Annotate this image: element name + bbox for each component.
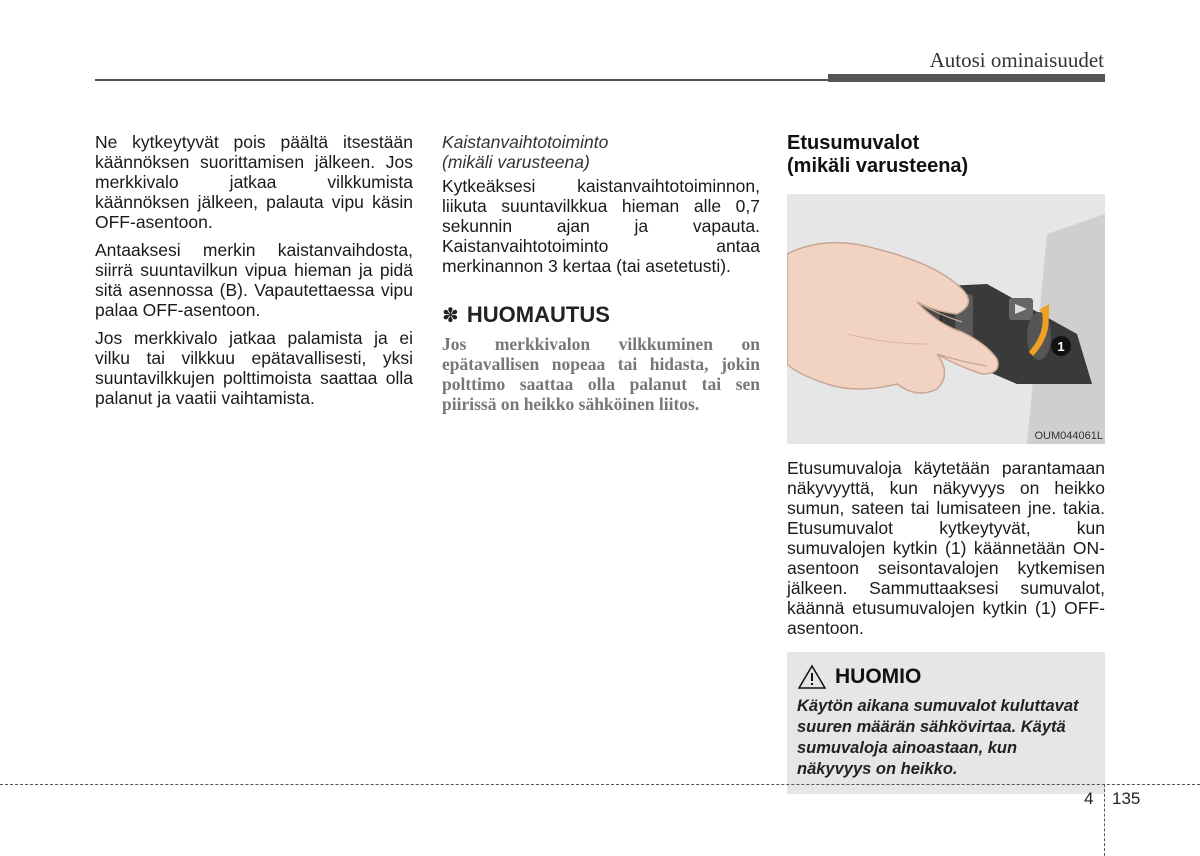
running-header-title: Autosi ominaisuudet <box>929 48 1104 72</box>
figure-marker-1: 1 <box>1057 339 1065 354</box>
fog-lights-title-line1: Etusumuvalot <box>787 132 920 154</box>
paragraph-fog-lights: Etusumuvaloja käytetään parantamaan näkyvyyttä, kun näkyvyys on heikko sumun, sateen tai lumisateen jne. takia. Etusumuvalot kytkeytyvät, kun sumuvalojen kytkin (1) käännetään ON-asentoon seisontavalojen kytkemisen jälkeen. Sammuttaaksesi sumuvalot, käännä etusumuvalojen kytkin (1) OFF-asentoon. <box>787 458 1105 638</box>
column-right <box>787 132 1105 794</box>
fog-lights-title-line2: (mikäli varusteena) <box>787 155 969 177</box>
caution-text: Käytön aikana sumuvalot kuluttavat suuren määrän sähkövirtaa. Käytä sumuvaloja ainoastaan, kun näkyvyys on heikko. <box>797 697 1079 778</box>
note-star-icon: ✽ <box>442 305 459 327</box>
caution-title: HUOMIO <box>835 665 922 688</box>
column-left <box>95 132 413 416</box>
lane-change-subheading <box>442 132 760 172</box>
chapter-number: 4 <box>1084 789 1094 808</box>
hand-on-stalk-illustration <box>787 194 1105 444</box>
footer-dashed-rule <box>0 784 1200 785</box>
paragraph-lane-change-function: Kytkeäksesi kaistanvaihtotoiminnon, liikuta suuntavilkkua hieman alle 0,7 sekunnin ajan ja vapauta. Kaistanvaihtotoiminto antaa merkinannon 3 kertaa (tai asetetusti). <box>442 176 760 276</box>
figure-code: OUM044061L <box>1034 430 1103 442</box>
lane-change-subheading-line1: Kaistanvaihtotoiminto <box>442 132 609 152</box>
footer-dashed-divider <box>1104 784 1105 856</box>
warning-triangle-icon <box>797 664 827 690</box>
paragraph-turn-signal-off: Ne kytkeytyvät pois päältä itsestään käännöksen suorittamisen jälkeen. Jos merkkivalo jatkaa vilkkumista käännöksen jälkeen, palauta vipu käsin OFF-asentoon. <box>95 132 413 232</box>
page-number: 135 <box>1112 789 1141 808</box>
caution-heading <box>797 664 1095 690</box>
paragraph-bulb-failure: Jos merkkivalo jatkaa palamista ja ei vilku tai vilkkuu epätavallisesti, yksi suuntavilkkujen polttimoista saattaa olla palanut ja vaatii vaihtamista. <box>95 328 413 408</box>
note-text: Jos merkkivalon vilkkuminen on epätavallisen nopeaa tai hidasta, jokin polttimo saattaa olla palanut tai sen piirissä on heikko sähköinen liitos. <box>442 334 760 414</box>
note-heading <box>442 302 760 328</box>
paragraph-lane-change-signal: Antaaksesi merkin kaistanvaihdosta, siirrä suuntavilkun vipua hieman ja pidä sitä asennossa (B). Vapautettaessa vipu palaa OFF-asentoon. <box>95 240 413 320</box>
note-title: HUOMAUTUS <box>466 302 610 327</box>
fog-light-switch-figure <box>787 194 1105 444</box>
column-middle <box>442 132 760 414</box>
caution-box <box>787 652 1105 794</box>
fog-lights-title <box>787 132 1105 178</box>
header-rule-thick <box>828 74 1105 82</box>
lane-change-subheading-line2: (mikäli varusteena) <box>442 152 590 172</box>
header-rule-thin <box>95 79 828 81</box>
